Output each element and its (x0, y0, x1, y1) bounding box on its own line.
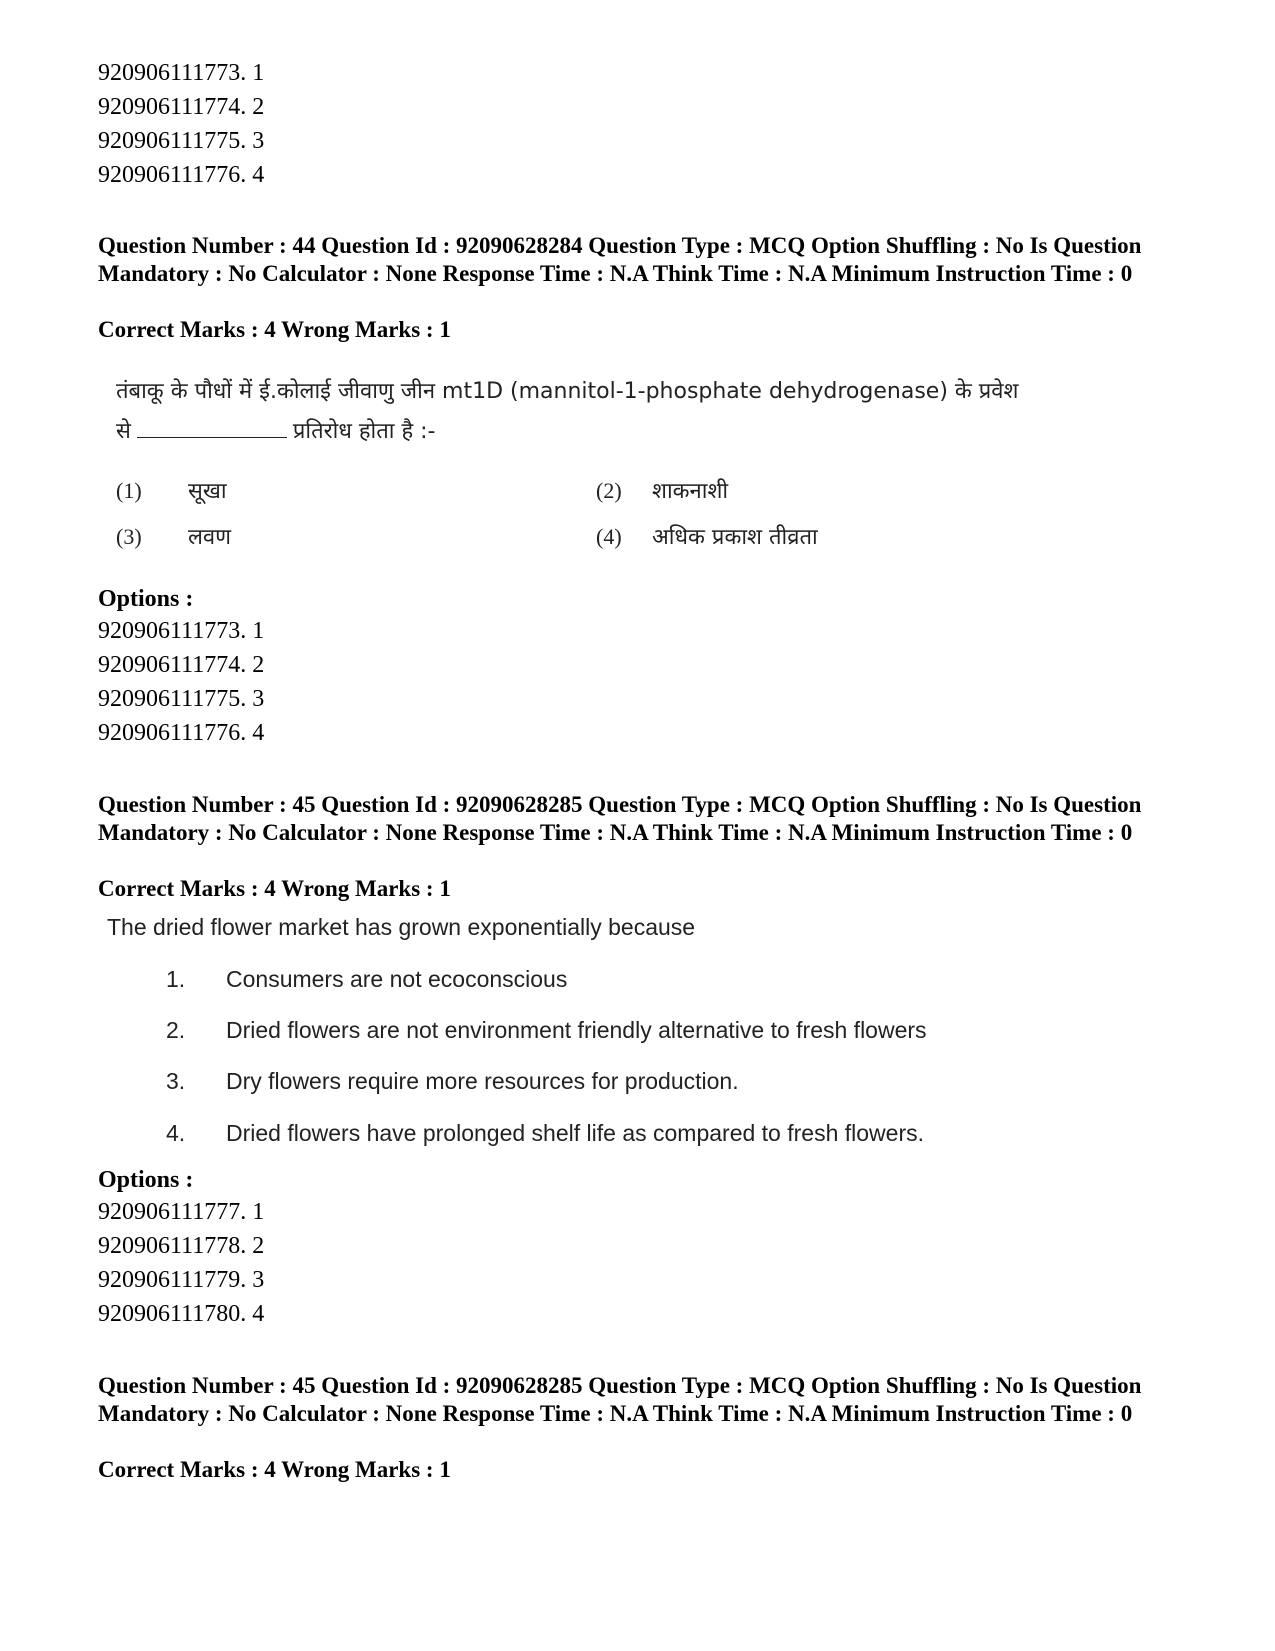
q45-options (98, 1195, 264, 1331)
prev-question-options (98, 56, 264, 192)
option-item: 920906111778. 2 (98, 1233, 265, 1259)
choice-number: 4. (166, 1120, 186, 1146)
option-item: 920906111775. 3 (98, 686, 265, 712)
q44-stem-line1: तंबाकू के पौधों में ई.कोलाई जीवाणु जीन mt1D (mannitol-1-phosphate dehydrogenase) के प्रवेश (116, 379, 1019, 404)
q44-choice (116, 475, 227, 505)
q44-options (98, 614, 264, 750)
q45-options-label: Options : (98, 1167, 194, 1193)
choice-number: (2) (596, 478, 622, 503)
q44-choice (116, 521, 231, 551)
option-item: 920906111773. 1 (98, 60, 265, 86)
option-item: 920906111779. 3 (98, 1267, 265, 1293)
choice-text: Consumers are not ecoconscious (226, 966, 568, 992)
option-item: 920906111775. 3 (98, 128, 265, 154)
choice-text: शाकनाशी (652, 479, 729, 504)
q45-choice (166, 1120, 924, 1147)
option-item: 920906111776. 4 (98, 720, 265, 746)
choice-number: (3) (116, 524, 142, 549)
q45b-header: Question Number : 45 Question Id : 92090628285 Question Type : MCQ Option Shuffling : No Is Question Mandatory : No Calculator : None Response Time : N.A Think Time : N.A Minimum Instruction Time : 0 (98, 1373, 1142, 1426)
option-item: 920906111774. 2 (98, 652, 265, 678)
choice-text: Dried flowers have prolonged shelf life as compared to fresh flowers. (226, 1120, 925, 1146)
q45-choice (166, 966, 567, 993)
q45-question-stem: The dried flower market has grown exponentially because (107, 914, 696, 940)
option-item: 920906111780. 4 (98, 1301, 265, 1327)
choice-text: अधिक प्रकाश तीव्रता (652, 525, 818, 550)
choice-number: 3. (166, 1068, 186, 1094)
q45b-marks: Correct Marks : 4 Wrong Marks : 1 (98, 1457, 451, 1482)
fill-blank (137, 417, 287, 438)
q45-choice (166, 1068, 739, 1095)
q44-stem-post: प्रतिरोध होता है :- (292, 419, 436, 444)
option-item: 920906111776. 4 (98, 162, 265, 188)
q45-choice (166, 1017, 927, 1044)
option-item: 920906111774. 2 (98, 94, 265, 120)
option-item: 920906111777. 1 (98, 1199, 265, 1225)
q44-header: Question Number : 44 Question Id : 92090628284 Question Type : MCQ Option Shuffling : No Is Question Mandatory : No Calculator : None Response Time : N.A Think Time : N.A Minimum Instruction Time : 0 (98, 233, 1142, 286)
choice-text: Dried flowers are not environment friendly alternative to fresh flowers (226, 1017, 927, 1043)
q44-question-stem (116, 372, 1136, 452)
q44-choice (596, 521, 818, 551)
q44-stem-line2 (116, 412, 1136, 452)
q45-header: Question Number : 45 Question Id : 92090628285 Question Type : MCQ Option Shuffling : No Is Question Mandatory : No Calculator : None Response Time : N.A Think Time : N.A Minimum Instruction Time : 0 (98, 792, 1142, 845)
choice-number: (4) (596, 524, 622, 549)
q45-marks: Correct Marks : 4 Wrong Marks : 1 (98, 876, 451, 901)
choice-number: 2. (166, 1017, 186, 1043)
choice-text: लवण (188, 525, 232, 550)
q44-stem-pre: से (116, 419, 131, 444)
choice-number: (1) (116, 478, 142, 503)
choice-text: सूखा (188, 479, 227, 504)
q44-marks: Correct Marks : 4 Wrong Marks : 1 (98, 317, 451, 342)
choice-number: 1. (166, 966, 186, 992)
choice-text: Dry flowers require more resources for production. (226, 1068, 739, 1094)
option-item: 920906111773. 1 (98, 618, 265, 644)
q44-options-label: Options : (98, 586, 194, 612)
q44-choice (596, 475, 728, 505)
